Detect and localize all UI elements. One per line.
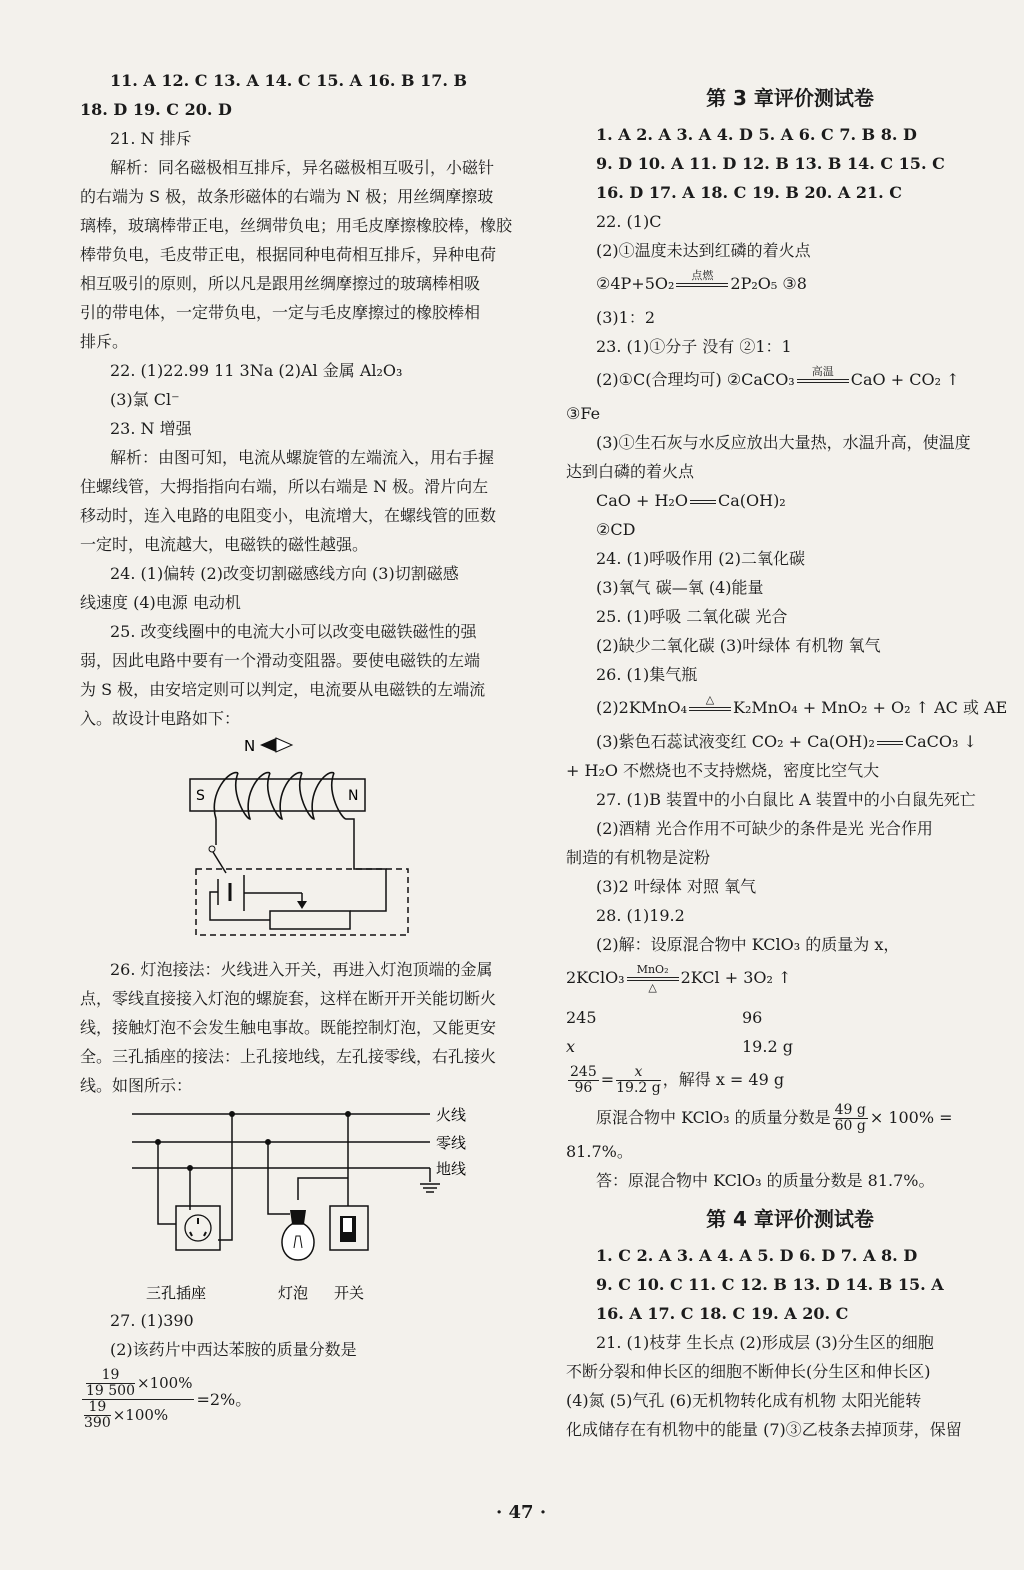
ratio-value: 19.2 g xyxy=(742,1037,793,1056)
ch3-q23-2c: ③Fe xyxy=(566,404,601,423)
fraction-tail: × 100% = xyxy=(869,1108,953,1127)
q24-line: 线速度 (4)电源 电动机 xyxy=(80,593,241,612)
q25-line: 为 S 极，由安培定则可以判定，电流要从电磁铁的左端流 xyxy=(80,680,486,699)
left-column xyxy=(80,66,532,1431)
frac-den: 19 500 xyxy=(86,1383,135,1399)
q27-result: =2%。 xyxy=(196,1390,252,1409)
frac-den: 96 xyxy=(574,1080,593,1096)
ch3-q23-cd: ②CD xyxy=(596,520,636,539)
core-s-label: S xyxy=(196,788,205,804)
bulb-socket-cap xyxy=(290,1210,306,1224)
ch4-mc-line: 16. A 17. C 18. C 19. A 20. C xyxy=(596,1304,849,1323)
ch3-q28-ratio-row xyxy=(566,1032,1014,1061)
chapter3-title: 第 3 章评价测试卷 xyxy=(706,86,874,110)
mass-fraction xyxy=(833,1103,868,1134)
ratio-value: x xyxy=(566,1037,576,1056)
q23-analysis-line: 解析：由图可知，电流从螺旋管的左端流入，用右手握 xyxy=(110,448,495,467)
eq-condition-text: △ xyxy=(705,692,715,706)
ch3-mc-line: 16. D 17. A 18. C 19. B 20. A 21. C xyxy=(596,183,902,202)
frac-den: 19.2 g xyxy=(616,1080,661,1096)
q27-part2: (2)该药片中西达苯胺的质量分数是 xyxy=(110,1340,357,1359)
q27-part1: 27. (1)390 xyxy=(110,1311,194,1330)
proportion-left xyxy=(568,1065,599,1096)
electromagnet-circuit-figure xyxy=(80,733,532,955)
ch3-q23-equation xyxy=(566,486,1014,515)
q21-analysis-line: 棒带负电，毛皮带正电，根据同种电荷相互排斥，异种电荷 xyxy=(80,245,497,264)
q25-line: 弱，因此电路中要有一个滑动变阻器。要使电磁铁的左端 xyxy=(80,651,481,670)
live-wire-label: 火线 xyxy=(436,1106,467,1124)
ch4-q21-line: 化成储存在有机物中的能量 (7)③乙枝条去掉顶芽，保留 xyxy=(566,1420,962,1439)
mc-line-1: 11. A 12. C 13. A 14. C 15. A 16. B 17. B xyxy=(110,71,468,90)
ch3-q22-3: (3)1：2 xyxy=(596,308,656,327)
ch3-q25-line: 25. (1)呼吸 二氧化碳 光合 xyxy=(596,607,788,626)
mc-line-2: 18. D 19. C 20. D xyxy=(80,100,232,119)
eq-lhs: (3)紫色石蕊试液变红 CO₂ + Ca(OH)₂ xyxy=(596,732,875,751)
q23-analysis-line: 住螺线管，大拇指指向右端，所以右端是 N 极。滑片向左 xyxy=(80,477,489,496)
ch3-q24-line: 24. (1)呼吸作用 (2)二氧化碳 xyxy=(596,549,805,568)
compass-needle-dark xyxy=(260,738,276,752)
frac-den: 390 xyxy=(84,1415,111,1431)
eq-condition-text: 点燃 xyxy=(691,268,714,282)
eq-rhs: K₂MnO₄ + MnO₂ + O₂ ↑ AC 或 AE xyxy=(733,698,1008,717)
q21-analysis-line: 相互吸引的原则，所以凡是跟用丝绸摩擦过的玻璃棒相吸 xyxy=(80,274,481,293)
times-100: ×100% xyxy=(137,1374,193,1392)
ch3-q27-line: (2)酒精 光合作用不可缺少的条件是光 光合作用 xyxy=(596,819,933,838)
eq-lhs: 2KClO₃ xyxy=(566,968,625,987)
socket-label: 三孔插座 xyxy=(146,1284,207,1302)
frac-num: x xyxy=(616,1065,661,1081)
ch3-q26-2 xyxy=(566,689,1014,727)
ch3-q28-1: 28. (1)19.2 xyxy=(596,906,685,925)
neutral-wire-label: 零线 xyxy=(436,1134,467,1152)
ch4-mc-line: 1. C 2. A 3. A 4. A 5. D 6. D 7. A 8. D xyxy=(596,1246,918,1265)
core-n-label: N xyxy=(348,788,359,804)
proportion-right xyxy=(616,1065,661,1096)
switch-label: 开关 xyxy=(334,1284,365,1302)
q23-analysis-line: 一定时，电流越大，电磁铁的磁性越强。 xyxy=(80,535,369,554)
ch3-q28-result: 81.7%。 xyxy=(566,1142,633,1161)
page-number: · 47 · xyxy=(496,1502,547,1523)
compound-numerator xyxy=(82,1368,194,1400)
eq-condition xyxy=(689,694,731,724)
ch3-q24-line: (3)氧气 碳—氧 (4)能量 xyxy=(596,578,764,597)
eq-lhs: ②4P+5O₂ xyxy=(596,274,675,293)
eq-condition xyxy=(676,270,728,300)
q27-fraction-expression xyxy=(80,1368,532,1431)
ch3-q23-2 xyxy=(566,361,1014,399)
compound-denominator xyxy=(82,1400,194,1431)
ratio-value: 96 xyxy=(742,1008,763,1027)
ch3-q23-3-line: 达到白磷的着火点 xyxy=(566,462,695,481)
ch3-q28-answer: 答：原混合物中 KClO₃ 的质量分数是 81.7%。 xyxy=(596,1171,935,1190)
bulb-glass xyxy=(282,1224,314,1260)
q21-analysis-line: 的右端为 S 极，故条形磁体的右端为 N 极；用丝绸摩擦玻 xyxy=(80,187,494,206)
household-wiring-figure xyxy=(80,1100,532,1306)
q22-answer-a: 22. (1)22.99 11 3Na (2)Al 金属 Al₂O₃ xyxy=(110,361,403,380)
q21-analysis-line: 璃棒，玻璃棒带正电，丝绸带负电；用毛皮摩擦橡胶棒，橡胶 xyxy=(80,216,513,235)
q21-answer: 21. N 排斥 xyxy=(110,129,192,148)
switch-pivot xyxy=(209,846,215,852)
q26-line: 线。如图所示： xyxy=(80,1076,193,1095)
ch3-q22-2: (2)①温度未达到红磷的着火点 xyxy=(596,241,811,260)
ch3-q22-1: 22. (1)C xyxy=(596,212,662,231)
eq-catalyst: MnO₂ xyxy=(636,962,669,976)
frac-num: 49 g xyxy=(834,1102,866,1118)
fraction-prefix: 原混合物中 KClO₃ 的质量分数是 xyxy=(596,1108,831,1127)
proportion-result: ，解得 x = 49 g xyxy=(662,1070,785,1089)
ch4-q21-line: (4)氮 (5)气孔 (6)无机物转化成有机物 太阳光能转 xyxy=(566,1391,922,1410)
ch3-q26-1: 26. (1)集气瓶 xyxy=(596,665,698,684)
q26-line: 全。三孔插座的接法：上孔接地线，左孔接零线，右孔接火 xyxy=(80,1047,497,1066)
ch3-q26-3 xyxy=(566,727,1014,756)
household-wiring-diagram xyxy=(80,1100,532,1306)
frac-num: 245 xyxy=(570,1064,597,1080)
ch3-q23-3-line: (3)①生石灰与水反应放出大量热，水温升高，使温度 xyxy=(596,433,971,452)
q23-analysis xyxy=(80,443,532,559)
ch3-q28-proportion: $\frac{245}{96}$ = $\frac{x}{19.2 g}$ ，解得 x = 49 g xyxy=(570,1064,785,1096)
eq-rhs: Ca(OH)₂ xyxy=(717,491,786,510)
electromagnet-circuit-diagram xyxy=(80,733,532,955)
eq-rhs: CaO + CO₂ ↑ xyxy=(850,370,960,389)
q21-analysis xyxy=(80,153,532,356)
ch3-q27-line: (3)2 叶绿体 对照 氧气 xyxy=(596,877,757,896)
eq-rhs: CaCO₃ ↓ xyxy=(904,732,977,751)
ratio-value: 245 xyxy=(566,1008,597,1027)
inner-fraction-top xyxy=(86,1368,135,1399)
socket-box xyxy=(176,1206,220,1250)
ground-wire-label: 地线 xyxy=(436,1160,467,1178)
frac-den: 60 g xyxy=(834,1118,866,1134)
eq-heat: △ xyxy=(648,980,657,994)
eq-lhs: CaO + H₂O xyxy=(596,491,688,510)
right-column xyxy=(566,74,1014,1444)
q21-analysis-line: 引的带电体，一定带负电，一定与毛皮摩擦过的橡胶棒相 xyxy=(80,303,481,322)
times-100: ×100% xyxy=(112,1406,169,1424)
ch3-q28-ratio-row xyxy=(566,1003,1014,1032)
q21-analysis-line: 解析：同名磁极相互排斥，异名磁极相互吸引，小磁针 xyxy=(110,158,495,177)
q26-line: 线，接触灯泡不会发生触电事故。既能控制灯泡，又能更安 xyxy=(80,1018,497,1037)
eq-rhs: 2P₂O₅ ③8 xyxy=(730,274,807,293)
ch3-q27-line: 制造的有机物是淀粉 xyxy=(566,848,711,867)
compass-needle-light xyxy=(276,738,292,752)
ch3-q28-2: (2)解：设原混合物中 KClO₃ 的质量为 x， xyxy=(596,935,900,954)
eq-rhs: 2KCl + 3O₂ ↑ xyxy=(680,968,792,987)
q25-line: 25. 改变线圈中的电流大小可以改变电磁铁磁性的强 xyxy=(110,622,477,641)
rheostat-slider xyxy=(297,901,307,909)
q23-analysis-line: 移动时，连入电路的电阻变小，电流增大，在螺线管的匝数 xyxy=(80,506,497,525)
eq-sign xyxy=(877,741,903,745)
q22-answer-b: (3)氯 Cl⁻ xyxy=(110,390,180,409)
ch4-q21-line: 不断分裂和伸长区的细胞不断伸长(分生区和伸长区) xyxy=(566,1362,931,1381)
q25-line: 入。故设计电路如下： xyxy=(80,709,241,728)
chapter4-title: 第 4 章评价测试卷 xyxy=(706,1207,874,1231)
switch-lever xyxy=(213,852,226,873)
ch3-q25-line: (2)缺少二氧化碳 (3)叶绿体 有机物 氧气 xyxy=(596,636,881,655)
bulb-label: 灯泡 xyxy=(278,1284,309,1302)
frac-num: 19 xyxy=(84,1400,111,1416)
eq-lhs: (2)①C(合理均可) ②CaCO₃ xyxy=(596,370,795,389)
ch3-mc-line: 9. D 10. A 11. D 12. B 13. B 14. C 15. C xyxy=(596,154,945,173)
eq-sign xyxy=(690,500,716,504)
ch3-q26-3c: + H₂O 不燃烧也不支持燃烧，密度比空气大 xyxy=(566,761,880,780)
ch3-mc-line: 1. A 2. A 3. A 4. D 5. A 6. C 7. B 8. D xyxy=(596,125,917,144)
compound-fraction xyxy=(82,1368,194,1431)
ch3-q23-1: 23. (1)①分子 没有 ②1：1 xyxy=(596,337,792,356)
ch3-q28-fraction-line xyxy=(566,1099,1014,1137)
inner-fraction-bottom xyxy=(84,1400,111,1431)
ch4-q21-line: 21. (1)枝芽 生长点 (2)形成层 (3)分生区的细胞 xyxy=(596,1333,934,1352)
ch3-q27-line: 27. (1)B 装置中的小白鼠比 A 装置中的小白鼠先死亡 xyxy=(596,790,976,809)
ch4-mc-line: 9. C 10. C 11. C 12. B 13. D 14. B 15. A xyxy=(596,1275,944,1294)
q21-analysis-line: 排斥。 xyxy=(80,332,129,351)
ch3-q28-equation xyxy=(566,959,1014,997)
eq-lhs: (2)2KMnO₄ xyxy=(596,698,688,717)
ch3-q22-equation xyxy=(566,265,1014,303)
eq-condition xyxy=(797,366,849,396)
frac-num: 19 xyxy=(86,1368,135,1384)
q26-line: 26. 灯泡接法：火线进入开关，再进入灯泡顶端的金属 xyxy=(110,960,493,979)
q23-answer: 23. N 增强 xyxy=(110,419,192,438)
eq-condition xyxy=(627,964,679,994)
q24-line: 24. (1)偏转 (2)改变切割磁感线方向 (3)切割磁感 xyxy=(110,564,459,583)
eq-condition-text: 高温 xyxy=(811,364,834,378)
rheostat xyxy=(270,911,350,929)
compass-n-label: N xyxy=(244,737,256,755)
q26-line: 点，零线直接接入灯泡的螺旋套，这样在断开开关能切断火 xyxy=(80,989,497,1008)
